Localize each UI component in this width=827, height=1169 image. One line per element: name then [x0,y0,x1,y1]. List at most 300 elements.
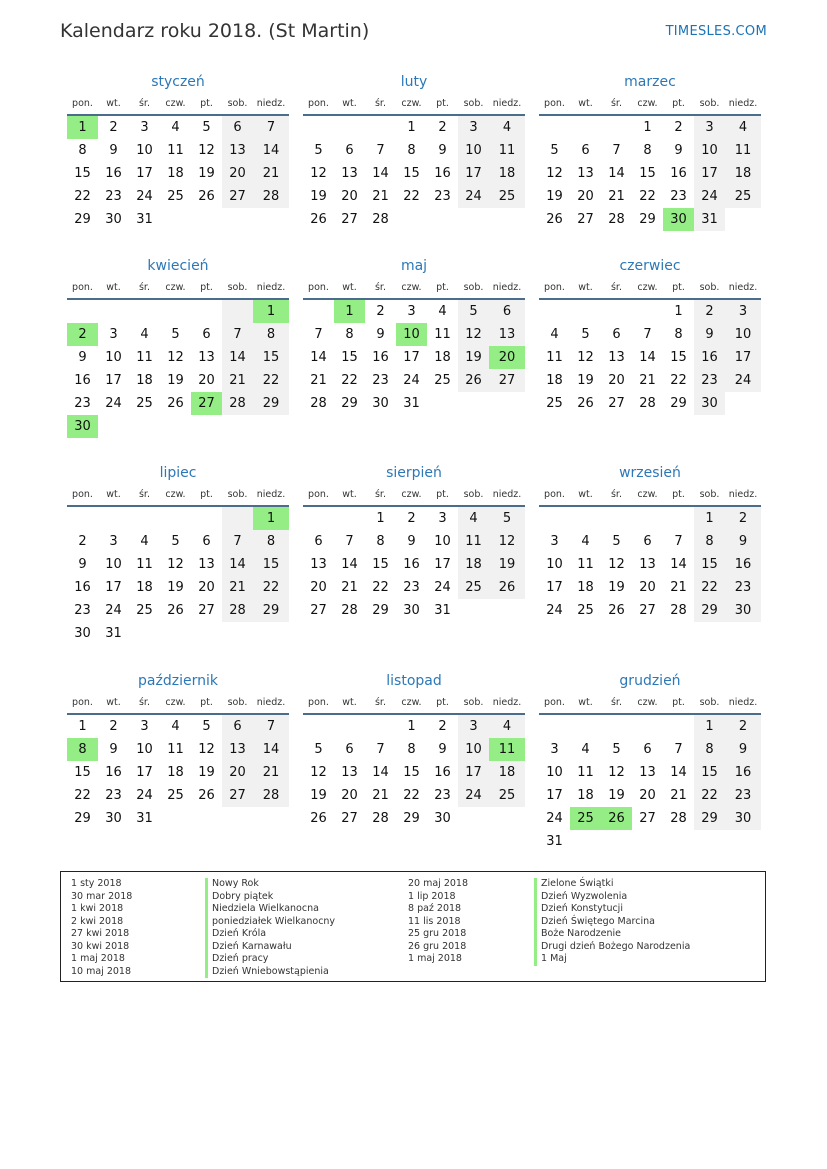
day-cell: 21 [341,580,358,595]
day-cell: 14 [253,738,289,761]
day-cell: 7 [643,327,652,342]
empty-cell [67,507,98,530]
holiday-names-col-2 [534,878,690,966]
weekday-label: czw. [165,697,186,708]
month-name: listopad [386,673,442,689]
day-cell: 16 [403,557,420,572]
brand-link[interactable]: TIMESLES.COM [665,24,767,39]
day-cell: 8 [694,738,725,761]
day-cell: 3 [140,120,149,135]
day-cell: 6 [643,534,652,549]
day-cell: 23 [725,784,761,807]
day-grid [539,715,761,853]
day-cell: 20 [198,373,215,388]
day-cell: 11 [577,557,594,572]
weekday-label: pt. [436,489,449,500]
day-cell: 15 [372,557,389,572]
empty-cell [458,807,489,830]
day-cell: 27 [222,784,253,807]
day-cell: 28 [310,396,327,411]
empty-cell [160,807,191,830]
day-cell: 4 [171,120,180,135]
holiday-date: 10 maj 2018 [71,965,132,977]
day-grid [539,300,761,415]
day-cell: 29 [341,396,358,411]
empty-cell [191,622,222,645]
day-cell: 17 [546,580,563,595]
day-cell: 26 [310,212,327,227]
weekday-header [539,693,761,715]
day-cell: 11 [136,557,153,572]
day-cell: 16 [74,580,91,595]
day-cell: 1 [376,511,385,526]
empty-cell [570,116,601,139]
day-cell: 11 [434,327,451,342]
day-cell: 20 [198,580,215,595]
weekday-label: wt. [106,489,121,500]
day-cell: 5 [458,300,489,323]
day-cell: 5 [314,143,323,158]
day-cell: 17 [136,765,153,780]
day-cell: 30 [694,392,725,415]
day-cell: 10 [136,742,153,757]
weekday-label: pt. [200,697,213,708]
day-cell: 1 [694,507,725,530]
day-cell: 15 [74,166,91,181]
holiday-date: 30 kwi 2018 [71,940,130,952]
empty-cell [191,208,222,231]
day-grid [67,116,289,231]
weekday-header [67,693,289,715]
weekday-label: pt. [436,697,449,708]
day-cell: 21 [670,788,687,803]
empty-cell [253,622,289,645]
empty-cell [160,507,191,530]
weekday-label: pon. [308,98,329,109]
day-cell: 8 [674,327,683,342]
day-cell: 20 [489,346,525,369]
day-cell: 15 [341,350,358,365]
weekday-label: śr. [374,489,386,500]
empty-cell [489,392,525,415]
day-cell: 20 [222,761,253,784]
day-cell: 27 [191,392,222,415]
weekday-label: sob. [227,98,248,109]
day-cell: 27 [639,811,656,826]
day-cell: 29 [74,811,91,826]
day-cell: 30 [105,212,122,227]
day-cell: 1 [78,719,87,734]
day-cell: 13 [222,139,253,162]
weekday-label: czw. [165,98,186,109]
day-cell: 12 [310,166,327,181]
day-cell: 3 [550,534,559,549]
month-0 [67,72,289,231]
empty-cell [570,300,601,323]
day-cell: 15 [253,553,289,576]
weekday-label: pt. [436,282,449,293]
day-cell: 27 [341,811,358,826]
day-cell: 25 [167,788,184,803]
day-cell: 8 [407,143,416,158]
day-cell: 8 [643,143,652,158]
day-cell: 19 [577,373,594,388]
holiday-name: Niedziela Wielkanocna [205,903,335,916]
day-cell: 30 [725,807,761,830]
day-cell: 21 [253,162,289,185]
day-cell: 22 [403,189,420,204]
day-cell: 25 [725,185,761,208]
empty-cell [253,208,289,231]
day-cell: 28 [253,185,289,208]
day-cell: 4 [489,715,525,738]
weekday-label: sob. [227,489,248,500]
day-cell: 29 [253,392,289,415]
day-cell: 8 [78,143,87,158]
day-cell: 8 [694,530,725,553]
day-cell: 27 [608,396,625,411]
empty-cell [222,208,253,231]
day-cell: 22 [639,189,656,204]
day-cell: 5 [550,143,559,158]
day-cell: 26 [310,811,327,826]
day-cell: 7 [674,534,683,549]
day-cell: 21 [310,373,327,388]
holiday-date: 11 lis 2018 [408,915,461,927]
weekday-header [539,94,761,116]
weekday-label: pon. [308,489,329,500]
day-cell: 14 [222,346,253,369]
day-cell: 23 [105,189,122,204]
empty-cell [334,715,365,738]
day-cell: 13 [222,738,253,761]
day-cell: 1 [253,507,289,530]
weekday-label: czw. [637,282,658,293]
day-cell: 14 [222,553,253,576]
weekday-label: pt. [672,697,685,708]
empty-cell [632,507,663,530]
day-cell: 21 [608,189,625,204]
day-cell: 13 [198,557,215,572]
day-cell: 12 [608,765,625,780]
empty-cell [458,599,489,622]
day-cell: 12 [167,350,184,365]
empty-cell [601,116,632,139]
day-cell: 9 [109,143,118,158]
month-6 [67,463,289,645]
day-cell: 25 [570,807,601,830]
day-cell: 25 [136,396,153,411]
day-cell: 12 [577,350,594,365]
day-cell: 28 [372,212,389,227]
day-cell: 22 [403,788,420,803]
day-cell: 28 [222,392,253,415]
day-cell: 24 [105,396,122,411]
holiday-name: Dzień Wniebowstąpienia [205,966,335,979]
day-cell: 20 [310,580,327,595]
day-cell: 31 [546,834,563,849]
day-cell: 24 [694,185,725,208]
day-cell: 1 [67,116,98,139]
day-cell: 29 [74,212,91,227]
weekday-label: czw. [401,282,422,293]
day-cell: 2 [67,323,98,346]
day-grid [303,300,525,415]
empty-cell [632,300,663,323]
empty-cell [725,208,761,231]
day-cell: 29 [253,599,289,622]
day-cell: 2 [438,120,447,135]
month-name: lipiec [159,465,197,481]
weekday-label: śr. [138,489,150,500]
day-cell: 21 [372,788,389,803]
weekday-label: pon. [308,282,329,293]
weekday-header [303,485,525,507]
day-cell: 2 [725,507,761,530]
day-cell: 19 [546,189,563,204]
empty-cell [601,830,632,853]
day-cell: 2 [438,719,447,734]
weekday-label: pon. [308,697,329,708]
empty-cell [129,415,160,438]
day-cell: 25 [546,396,563,411]
day-cell: 5 [314,742,323,757]
empty-cell [129,622,160,645]
day-cell: 5 [612,534,621,549]
weekday-header [303,278,525,300]
month-name: grudzień [619,673,681,689]
day-cell: 2 [725,715,761,738]
day-cell: 26 [198,189,215,204]
weekday-label: sob. [699,282,720,293]
weekday-label: wt. [578,282,593,293]
day-cell: 15 [403,765,420,780]
holiday-dates-col-1 [71,878,132,978]
holiday-name: Dzień Świętego Marcina [534,916,690,929]
day-cell: 8 [407,742,416,757]
holiday-date: 20 maj 2018 [408,878,469,889]
weekday-label: śr. [138,697,150,708]
day-cell: 4 [140,534,149,549]
day-cell: 25 [136,603,153,618]
day-cell: 12 [310,765,327,780]
day-cell: 28 [341,603,358,618]
day-cell: 10 [546,765,563,780]
day-cell: 27 [639,603,656,618]
day-cell: 6 [643,742,652,757]
day-cell: 21 [670,580,687,595]
day-cell: 19 [310,788,327,803]
day-cell: 6 [612,327,621,342]
weekday-label: czw. [165,282,186,293]
weekday-label: śr. [138,98,150,109]
day-cell: 6 [489,300,525,323]
weekday-label: sob. [463,489,484,500]
empty-cell [334,507,365,530]
day-cell: 25 [458,576,489,599]
day-cell: 14 [341,557,358,572]
weekday-label: śr. [374,98,386,109]
holiday-date: 1 sty 2018 [71,878,122,889]
holiday-name: Boże Narodzenie [534,928,690,941]
weekday-label: wt. [342,282,357,293]
day-cell: 27 [341,212,358,227]
month-name: marzec [624,74,676,90]
day-cell: 10 [105,350,122,365]
day-cell: 28 [639,396,656,411]
empty-cell [160,208,191,231]
empty-cell [539,116,570,139]
month-name: kwiecień [147,258,209,274]
day-cell: 31 [694,208,725,231]
day-cell: 11 [167,143,184,158]
holiday-names-col-1 [205,878,335,978]
day-grid [67,715,289,830]
day-cell: 13 [577,166,594,181]
weekday-label: śr. [610,697,622,708]
day-cell: 10 [136,143,153,158]
day-cell: 17 [694,162,725,185]
holiday-date: 26 gru 2018 [408,940,467,952]
weekday-label: czw. [637,98,658,109]
day-cell: 11 [577,765,594,780]
day-cell: 19 [198,765,215,780]
day-cell: 13 [639,765,656,780]
day-cell: 19 [167,580,184,595]
day-cell: 1 [694,715,725,738]
day-cell: 18 [577,788,594,803]
empty-cell [303,507,334,530]
day-cell: 18 [489,761,525,784]
day-cell: 30 [67,415,98,438]
weekday-label: wt. [578,697,593,708]
day-cell: 3 [109,327,118,342]
empty-cell [222,507,253,530]
day-cell: 17 [458,761,489,784]
day-cell: 29 [694,599,725,622]
day-cell: 1 [407,120,416,135]
holiday-date: 1 kwi 2018 [71,903,124,914]
empty-cell [222,807,253,830]
day-cell: 22 [74,189,91,204]
day-cell: 24 [403,373,420,388]
weekday-label: sob. [699,489,720,500]
day-cell: 12 [198,143,215,158]
day-cell: 7 [674,742,683,757]
empty-cell [191,507,222,530]
page-title: Kalendarz roku 2018. (St Martin) [60,20,370,42]
weekday-label: czw. [637,697,658,708]
weekday-label: niedz. [256,98,286,109]
day-cell: 7 [345,534,354,549]
day-cell: 18 [136,580,153,595]
day-cell: 22 [253,369,289,392]
day-grid [67,507,289,645]
month-name: sierpień [386,465,442,481]
holiday-name: Drugi dzień Bożego Narodzenia [534,941,690,954]
day-cell: 9 [694,323,725,346]
holiday-date: 25 gru 2018 [408,928,467,939]
day-cell: 20 [341,189,358,204]
day-cell: 7 [222,530,253,553]
empty-cell [489,599,525,622]
day-cell: 28 [222,599,253,622]
day-cell: 4 [550,327,559,342]
day-cell: 15 [694,553,725,576]
day-cell: 23 [670,189,687,204]
empty-cell [396,208,427,231]
day-cell: 10 [694,139,725,162]
day-cell: 24 [725,369,761,392]
day-cell: 25 [489,784,525,807]
day-cell: 22 [74,788,91,803]
day-cell: 6 [581,143,590,158]
day-cell: 20 [639,580,656,595]
holiday-name: Dzień pracy [205,953,335,966]
day-cell: 22 [694,576,725,599]
day-cell: 12 [198,742,215,757]
day-cell: 14 [253,139,289,162]
day-cell: 4 [171,719,180,734]
weekday-label: niedz. [256,697,286,708]
day-cell: 17 [105,373,122,388]
day-cell: 6 [222,116,253,139]
empty-cell [365,116,396,139]
empty-cell [427,392,458,415]
day-cell: 23 [74,603,91,618]
month-4 [303,256,525,415]
day-grid [303,715,525,830]
holiday-name: Zielone Świątki [534,878,690,891]
day-cell: 7 [253,116,289,139]
day-cell: 2 [694,300,725,323]
day-cell: 17 [105,580,122,595]
weekday-label: sob. [699,697,720,708]
month-name: październik [138,673,218,689]
day-cell: 8 [67,738,98,761]
day-cell: 30 [434,811,451,826]
weekday-label: wt. [578,98,593,109]
holiday-name: Dzień Konstytucji [534,903,690,916]
day-cell: 29 [694,807,725,830]
empty-cell [129,507,160,530]
day-cell: 9 [438,742,447,757]
day-cell: 14 [372,765,389,780]
weekday-header [303,94,525,116]
empty-cell [253,807,289,830]
day-cell: 5 [171,534,180,549]
empty-cell [601,300,632,323]
weekday-label: niedz. [492,98,522,109]
day-cell: 8 [376,534,385,549]
empty-cell [489,807,525,830]
day-cell: 27 [222,185,253,208]
day-cell: 12 [167,557,184,572]
day-cell: 26 [458,369,489,392]
day-cell: 5 [202,719,211,734]
empty-cell [365,715,396,738]
day-cell: 23 [434,788,451,803]
weekday-header [67,278,289,300]
day-cell: 9 [78,350,87,365]
day-cell: 14 [639,350,656,365]
day-cell: 20 [222,162,253,185]
day-cell: 26 [489,576,525,599]
empty-cell [191,415,222,438]
day-cell: 24 [105,603,122,618]
weekday-label: śr. [138,282,150,293]
day-cell: 7 [376,143,385,158]
